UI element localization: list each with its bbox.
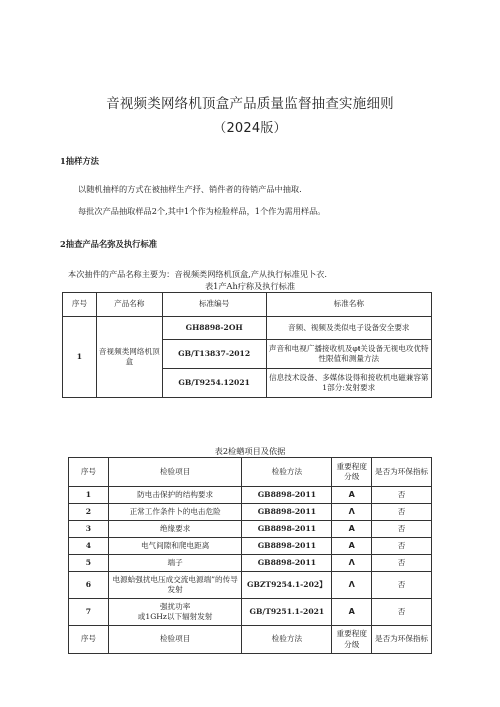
standard-code-cell: GB/T9254.12021 bbox=[162, 369, 266, 398]
grade-cell: A bbox=[332, 521, 372, 538]
header-cell: 序号 bbox=[69, 458, 109, 487]
item-number-cell: 7 bbox=[69, 599, 109, 626]
header-cell: 标准编号 bbox=[162, 293, 266, 317]
item-number-cell: 4 bbox=[69, 538, 109, 555]
header-cell: 产品名称 bbox=[96, 293, 162, 317]
grade-cell: A bbox=[332, 487, 372, 504]
header-cell: 序号 bbox=[63, 293, 97, 317]
header-cell: 是否为环保指标 bbox=[372, 458, 432, 487]
method-cell: GB8898-2011 bbox=[242, 487, 332, 504]
item-name-cell: 强扰功率 或1GHz以下辐射发射 bbox=[108, 599, 242, 626]
document-subtitle: （2024版） bbox=[213, 121, 287, 136]
standard-name-cell: 音频、视频及类似电子设备安全要求 bbox=[266, 317, 431, 340]
grade-cell: A bbox=[332, 599, 372, 626]
header-cell: 重要程度分级 bbox=[332, 458, 372, 487]
header-cell: 重要程度分级 bbox=[332, 626, 372, 654]
header-cell: 是否为环保指标 bbox=[372, 626, 432, 654]
section-1-paragraph-2: 每批次产品抽取样品2个,其中1个作为检脸样品，1个作为需用样品。 bbox=[78, 206, 326, 216]
item-name-cell: 绝缘要求 bbox=[108, 521, 242, 538]
table-row bbox=[69, 504, 432, 521]
row-index-cell: 1 bbox=[63, 317, 97, 398]
env-indicator-cell: 否 bbox=[372, 504, 432, 521]
method-cell: GB8898-2011 bbox=[242, 504, 332, 521]
standard-code-cell: GH8898-2OH bbox=[162, 317, 266, 340]
header-cell: 检验项目 bbox=[108, 458, 242, 487]
method-cell: GB8898-2011 bbox=[242, 521, 332, 538]
standards-table bbox=[62, 292, 432, 398]
section-2-heading: 2抽查产品名弥及执行标准 bbox=[60, 239, 158, 249]
grade-cell: A bbox=[332, 538, 372, 555]
header-cell: 检验方法 bbox=[242, 626, 332, 654]
standard-name-cell: 声音和电视广播接收机及φ𝐭关设备无视电攻优特性限值和测量方法 bbox=[266, 340, 431, 369]
env-indicator-cell: 否 bbox=[372, 555, 432, 572]
item-number-cell: 3 bbox=[69, 521, 109, 538]
table-row bbox=[69, 521, 432, 538]
header-cell: 检验项目 bbox=[108, 626, 242, 654]
env-indicator-cell: 否 bbox=[372, 599, 432, 626]
section-1-paragraph-1: 以随机抽样的方式在被抽样生产抒、销件者的待销产品中抽取. bbox=[78, 184, 302, 194]
table-row bbox=[69, 599, 432, 626]
grade-cell: Λ bbox=[332, 572, 372, 599]
grade-cell: Λ bbox=[332, 555, 372, 572]
item-number-cell: 5 bbox=[69, 555, 109, 572]
item-number-cell: 2 bbox=[69, 504, 109, 521]
env-indicator-cell: 否 bbox=[372, 487, 432, 504]
table-repeat-header-row bbox=[69, 626, 432, 654]
method-cell: GB/T9251.1-2021 bbox=[242, 599, 332, 626]
document-title: 音视频类网络机顶盒产品质量监督抽查实施细则 bbox=[106, 96, 394, 112]
section-2-paragraph-1: 本次抽件的产品名称主要为：音视频类网络机顶盒,产从执行标准见卜衣. bbox=[68, 269, 328, 279]
table-header-row bbox=[63, 293, 432, 317]
env-indicator-cell: 否 bbox=[372, 521, 432, 538]
table-row bbox=[69, 555, 432, 572]
grade-cell: Λ bbox=[332, 504, 372, 521]
item-number-cell: 1 bbox=[69, 487, 109, 504]
standard-name-cell: 信息技术设备、多媒体设得和接收机电磁兼容第1部分:发射要求 bbox=[266, 369, 431, 398]
header-cell: 标准名称 bbox=[266, 293, 431, 317]
item-name-cell: 正常工作条件卜的电击危险 bbox=[108, 504, 242, 521]
item-name-cell: 端子 bbox=[108, 555, 242, 572]
table-row bbox=[63, 317, 432, 340]
table-1-caption: 表1产Ah疔称及执行标准 bbox=[204, 281, 296, 291]
env-indicator-cell: 否 bbox=[372, 538, 432, 555]
table-row bbox=[69, 487, 432, 504]
table-row bbox=[69, 538, 432, 555]
section-1-heading: 1抽样方法 bbox=[60, 156, 99, 166]
item-name-cell: 电气间隙和爬电距离 bbox=[108, 538, 242, 555]
method-cell: GB8898-2011 bbox=[242, 538, 332, 555]
header-cell: 检验方法 bbox=[242, 458, 332, 487]
product-name-cell: 音视频类网络机顶盒 bbox=[96, 317, 162, 398]
item-name-cell: 电源蛤强扰电压成交流电源端”的传导发射 bbox=[108, 572, 242, 599]
item-name-cell: 防电击保护的结构要求 bbox=[108, 487, 242, 504]
table-header-row bbox=[69, 458, 432, 487]
inspection-items-table bbox=[68, 457, 432, 654]
method-cell: GBZT9254.1-202】 bbox=[242, 572, 332, 599]
item-number-cell: 6 bbox=[69, 572, 109, 599]
table-row bbox=[69, 572, 432, 599]
table-2-caption: 表2检蝤项目及依据 bbox=[214, 446, 286, 456]
standard-code-cell: GB/T13837-2012 bbox=[162, 340, 266, 369]
env-indicator-cell: 否 bbox=[372, 572, 432, 599]
method-cell: GB8898-2011 bbox=[242, 555, 332, 572]
header-cell: 序号 bbox=[69, 626, 109, 654]
